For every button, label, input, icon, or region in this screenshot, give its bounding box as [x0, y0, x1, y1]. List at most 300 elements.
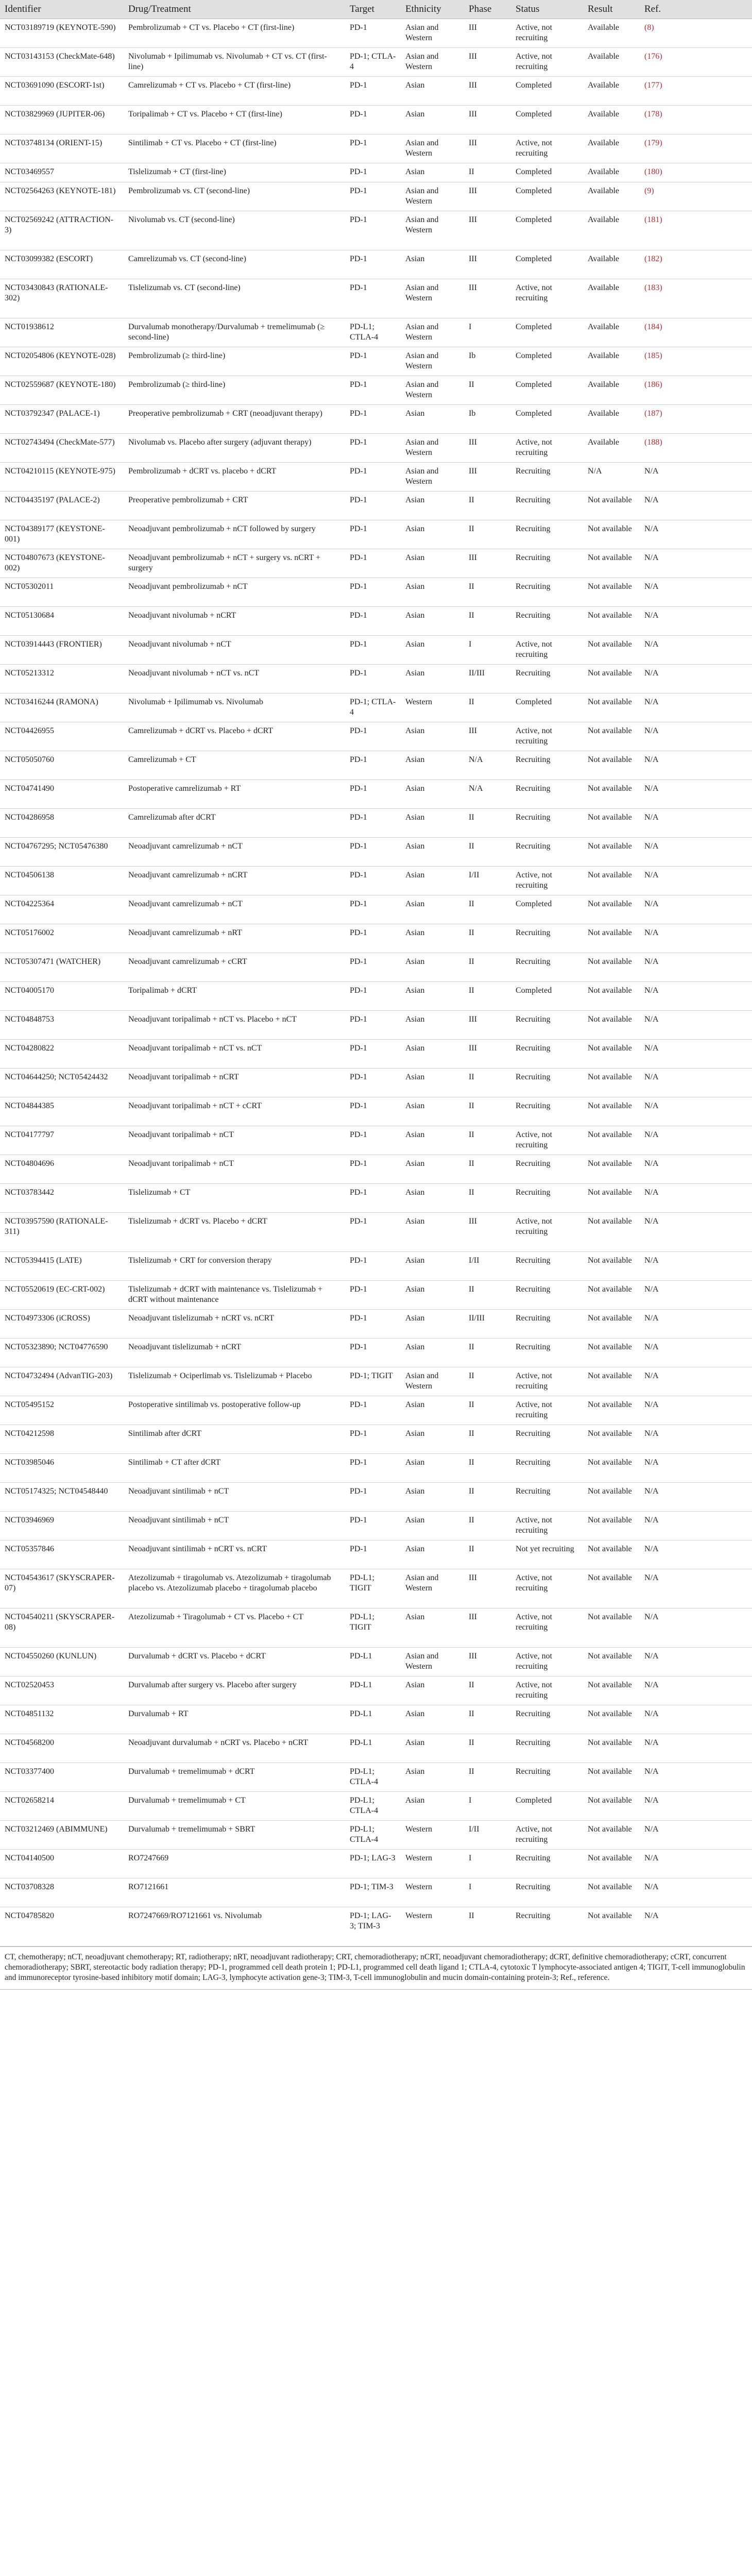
table-header [0, 0, 752, 19]
cell-phase: II [464, 1184, 511, 1213]
cell-phase: II [464, 924, 511, 953]
cell-status: Recruiting [511, 1850, 583, 1878]
reference-link[interactable]: (184) [640, 318, 752, 347]
cell-phase: II [464, 693, 511, 722]
cell-phase: II [464, 1763, 511, 1792]
cell-status: Recruiting [511, 1184, 583, 1213]
table-row [0, 867, 752, 895]
cell-ethnicity: Asian [401, 924, 464, 953]
cell-result: Not available [583, 809, 640, 838]
cell-status: Recruiting [511, 463, 583, 492]
cell-phase: III [464, 250, 511, 279]
cell-target: PD-1 [345, 1512, 401, 1540]
cell-status: Completed [511, 405, 583, 434]
cell-drug-treatment: Neoadjuvant camrelizumab + nRT [124, 924, 345, 953]
cell-identifier: NCT04973306 (iCROSS) [0, 1310, 124, 1338]
cell-phase: III [464, 77, 511, 106]
cell-drug-treatment: Neoadjuvant sintilimab + nCT [124, 1512, 345, 1540]
cell-phase: II [464, 1338, 511, 1367]
cell-ethnicity: Asian and Western [401, 279, 464, 318]
cell-phase: III [464, 722, 511, 751]
cell-identifier: NCT04644250; NCT05424432 [0, 1069, 124, 1097]
cell-status: Completed [511, 982, 583, 1011]
table-row [0, 809, 752, 838]
header-row [0, 0, 752, 19]
cell-status: Recruiting [511, 607, 583, 636]
cell-ref: N/A [640, 1821, 752, 1850]
cell-ref: N/A [640, 1540, 752, 1569]
cell-phase: I [464, 1850, 511, 1878]
cell-phase: I/II [464, 1821, 511, 1850]
cell-drug-treatment: Tislelizumab + dCRT with maintenance vs. Tislelizumab + dCRT without maintenance [124, 1281, 345, 1310]
cell-ethnicity: Asian [401, 665, 464, 693]
cell-status: Active, not recruiting [511, 1608, 583, 1648]
cell-identifier: NCT04426955 [0, 722, 124, 751]
cell-ref: N/A [640, 1512, 752, 1540]
cell-drug-treatment: Durvalumab + tremelimumab + CT [124, 1792, 345, 1821]
reference-link[interactable]: (8) [640, 19, 752, 48]
cell-identifier: NCT03792347 (PALACE-1) [0, 405, 124, 434]
cell-identifier: NCT02520453 [0, 1676, 124, 1705]
cell-ref: N/A [640, 1155, 752, 1184]
table-row [0, 463, 752, 492]
cell-drug-treatment: Nivolumab + Ipilimumab vs. Nivolumab + CT vs. CT (first-line) [124, 48, 345, 77]
table-row [0, 1821, 752, 1850]
cell-result: Available [583, 318, 640, 347]
cell-result: Available [583, 19, 640, 48]
cell-drug-treatment: Tislelizumab + Ociperlimab vs. Tislelizumab + Placebo [124, 1367, 345, 1396]
cell-identifier: NCT03946969 [0, 1512, 124, 1540]
cell-target: PD-1 [345, 722, 401, 751]
cell-result: Not available [583, 1483, 640, 1512]
cell-phase: II [464, 163, 511, 182]
cell-result: Not available [583, 953, 640, 982]
cell-target: PD-1; TIGIT [345, 1367, 401, 1396]
reference-link[interactable]: (182) [640, 250, 752, 279]
cell-status: Completed [511, 318, 583, 347]
cell-identifier: NCT04389177 (KEYSTONE-001) [0, 520, 124, 549]
cell-result: Not available [583, 722, 640, 751]
cell-phase: II [464, 1540, 511, 1569]
cell-ref: N/A [640, 1425, 752, 1454]
cell-ethnicity: Asian [401, 1040, 464, 1069]
cell-status: Completed [511, 182, 583, 211]
cell-ethnicity: Western [401, 1821, 464, 1850]
cell-status: Recruiting [511, 1907, 583, 1946]
reference-link[interactable]: (183) [640, 279, 752, 318]
cell-drug-treatment: Atezolizumab + Tiragolumab + CT vs. Placebo + CT [124, 1608, 345, 1648]
cell-ref: N/A [640, 1213, 752, 1252]
cell-drug-treatment: Neoadjuvant toripalimab + nCT [124, 1126, 345, 1155]
cell-drug-treatment: Neoadjuvant sintilimab + nCT [124, 1483, 345, 1512]
cell-status: Recruiting [511, 1483, 583, 1512]
cell-phase: III [464, 549, 511, 578]
cell-drug-treatment: Postoperative camrelizumab + RT [124, 780, 345, 809]
cell-phase: II [464, 953, 511, 982]
cell-drug-treatment: Durvalumab + tremelimumab + dCRT [124, 1763, 345, 1792]
cell-identifier: NCT04212598 [0, 1425, 124, 1454]
cell-ref: N/A [640, 1310, 752, 1338]
cell-status: Active, not recruiting [511, 1676, 583, 1705]
cell-ethnicity: Asian [401, 1676, 464, 1705]
cell-target: PD-1 [345, 1252, 401, 1281]
reference-link[interactable]: (188) [640, 434, 752, 463]
table-row [0, 1281, 752, 1310]
cell-ref: N/A [640, 1608, 752, 1648]
cell-result: Not available [583, 1569, 640, 1608]
cell-ethnicity: Asian [401, 1483, 464, 1512]
cell-ethnicity: Asian and Western [401, 376, 464, 405]
cell-identifier: NCT04225364 [0, 895, 124, 924]
cell-drug-treatment: Pembrolizumab (≥ third-line) [124, 376, 345, 405]
cell-target: PD-1 [345, 838, 401, 867]
table-row [0, 895, 752, 924]
cell-phase: II [464, 982, 511, 1011]
cell-status: Recruiting [511, 492, 583, 520]
cell-ref: N/A [640, 1367, 752, 1396]
cell-identifier: NCT04280822 [0, 1040, 124, 1069]
cell-ethnicity: Asian and Western [401, 318, 464, 347]
table-row [0, 1850, 752, 1878]
cell-ethnicity: Western [401, 1878, 464, 1907]
cell-ethnicity: Western [401, 1907, 464, 1946]
table-row [0, 1040, 752, 1069]
cell-phase: III [464, 1040, 511, 1069]
cell-ethnicity: Asian [401, 578, 464, 607]
cell-identifier: NCT05050760 [0, 751, 124, 780]
cell-ref: N/A [640, 1850, 752, 1878]
table-body [0, 19, 752, 1946]
cell-result: Not available [583, 1396, 640, 1425]
cell-phase: II [464, 1734, 511, 1763]
cell-ethnicity: Asian [401, 1252, 464, 1281]
cell-status: Completed [511, 693, 583, 722]
cell-identifier: NCT03957590 (RATIONALE-311) [0, 1213, 124, 1252]
cell-phase: III [464, 1569, 511, 1608]
cell-target: PD-1 [345, 106, 401, 134]
table-row [0, 1792, 752, 1821]
cell-identifier: NCT05323890; NCT04776590 [0, 1338, 124, 1367]
cell-ethnicity: Asian and Western [401, 1648, 464, 1676]
cell-ref: N/A [640, 1569, 752, 1608]
cell-identifier: NCT05302011 [0, 578, 124, 607]
cell-phase: III [464, 1213, 511, 1252]
cell-result: Not available [583, 1878, 640, 1907]
cell-identifier: NCT04506138 [0, 867, 124, 895]
table-row [0, 520, 752, 549]
cell-target: PD-1 [345, 1040, 401, 1069]
cell-status: Recruiting [511, 1155, 583, 1184]
cell-identifier: NCT03748134 (ORIENT-15) [0, 134, 124, 163]
table-row [0, 1907, 752, 1946]
cell-drug-treatment: Sintilimab + CT vs. Placebo + CT (first-line) [124, 134, 345, 163]
cell-ref: N/A [640, 693, 752, 722]
reference-link[interactable]: (179) [640, 134, 752, 163]
cell-ethnicity: Asian and Western [401, 48, 464, 77]
cell-result: Available [583, 347, 640, 376]
cell-status: Active, not recruiting [511, 1821, 583, 1850]
reference-link[interactable]: (186) [640, 376, 752, 405]
cell-status: Recruiting [511, 780, 583, 809]
table-row [0, 77, 752, 106]
cell-phase: I/II [464, 1252, 511, 1281]
cell-identifier: NCT04543617 (SKYSCRAPER-07) [0, 1569, 124, 1608]
cell-identifier: NCT02054806 (KEYNOTE-028) [0, 347, 124, 376]
reference-link[interactable]: (178) [640, 106, 752, 134]
cell-status: Recruiting [511, 1878, 583, 1907]
cell-drug-treatment: Toripalimab + dCRT [124, 982, 345, 1011]
cell-identifier: NCT03829969 (JUPITER-06) [0, 106, 124, 134]
cell-target: PD-1 [345, 578, 401, 607]
cell-target: PD-1 [345, 809, 401, 838]
cell-status: Active, not recruiting [511, 19, 583, 48]
cell-drug-treatment: Neoadjuvant nivolumab + nCT [124, 636, 345, 665]
cell-status: Completed [511, 106, 583, 134]
cell-phase: III [464, 1011, 511, 1040]
cell-status: Active, not recruiting [511, 134, 583, 163]
cell-identifier: NCT04848753 [0, 1011, 124, 1040]
table-row [0, 693, 752, 722]
reference-link[interactable]: (181) [640, 211, 752, 250]
header-drug-treatment: Drug/Treatment [124, 0, 345, 19]
cell-status: Recruiting [511, 1252, 583, 1281]
cell-drug-treatment: Nivolumab vs. CT (second-line) [124, 211, 345, 250]
table-row [0, 578, 752, 607]
cell-ethnicity: Asian [401, 809, 464, 838]
cell-drug-treatment: Nivolumab vs. Placebo after surgery (adjuvant therapy) [124, 434, 345, 463]
cell-result: Not available [583, 780, 640, 809]
cell-ref: N/A [640, 953, 752, 982]
cell-target: PD-1; LAG-3 [345, 1850, 401, 1878]
cell-target: PD-1 [345, 953, 401, 982]
table-row [0, 838, 752, 867]
cell-ref: N/A [640, 1126, 752, 1155]
cell-target: PD-1 [345, 780, 401, 809]
cell-drug-treatment: Durvalumab + RT [124, 1705, 345, 1734]
table-row [0, 163, 752, 182]
cell-status: Recruiting [511, 1069, 583, 1097]
cell-identifier: NCT03430843 (RATIONALE-302) [0, 279, 124, 318]
cell-identifier: NCT03212469 (ABIMMUNE) [0, 1821, 124, 1850]
cell-phase: II [464, 895, 511, 924]
cell-phase: II [464, 1705, 511, 1734]
cell-result: Not available [583, 1367, 640, 1396]
cell-target: PD-1 [345, 182, 401, 211]
cell-result: Not available [583, 1011, 640, 1040]
cell-ethnicity: Asian [401, 1126, 464, 1155]
cell-target: PD-L1 [345, 1734, 401, 1763]
table-row [0, 953, 752, 982]
cell-identifier: NCT05394415 (LATE) [0, 1252, 124, 1281]
cell-phase: III [464, 19, 511, 48]
cell-identifier: NCT04851132 [0, 1705, 124, 1734]
cell-status: Recruiting [511, 665, 583, 693]
table-row [0, 1126, 752, 1155]
cell-drug-treatment: Neoadjuvant camrelizumab + nCT [124, 895, 345, 924]
cell-phase: N/A [464, 780, 511, 809]
cell-ethnicity: Asian and Western [401, 19, 464, 48]
cell-drug-treatment: Neoadjuvant toripalimab + nCT + cCRT [124, 1097, 345, 1126]
cell-phase: I [464, 636, 511, 665]
cell-ethnicity: Asian [401, 1540, 464, 1569]
cell-ethnicity: Asian [401, 250, 464, 279]
table-row [0, 1097, 752, 1126]
cell-status: Recruiting [511, 1011, 583, 1040]
cell-target: PD-1; TIM-3 [345, 1878, 401, 1907]
cell-result: N/A [583, 463, 640, 492]
cell-result: Not available [583, 1454, 640, 1483]
cell-drug-treatment: Atezolizumab + tiragolumab vs. Atezolizumab + tiragolumab placebo vs. Atezolizumab placebo + tiragolumab placebo [124, 1569, 345, 1608]
cell-result: Not available [583, 1310, 640, 1338]
cell-result: Not available [583, 1792, 640, 1821]
cell-ethnicity: Asian [401, 636, 464, 665]
cell-ethnicity: Asian [401, 838, 464, 867]
cell-phase: II/III [464, 665, 511, 693]
reference-link[interactable]: (176) [640, 48, 752, 77]
cell-ref: N/A [640, 1907, 752, 1946]
cell-status: Recruiting [511, 1454, 583, 1483]
cell-ethnicity: Asian [401, 953, 464, 982]
cell-drug-treatment: Durvalumab + dCRT vs. Placebo + dCRT [124, 1648, 345, 1676]
cell-drug-treatment: Camrelizumab + CT vs. Placebo + CT (first-line) [124, 77, 345, 106]
cell-target: PD-1 [345, 1454, 401, 1483]
cell-ref: N/A [640, 1252, 752, 1281]
cell-ethnicity: Asian [401, 1454, 464, 1483]
cell-drug-treatment: Neoadjuvant durvalumab + nCRT vs. Placebo + nCRT [124, 1734, 345, 1763]
cell-ref: N/A [640, 1763, 752, 1792]
cell-ref: N/A [640, 1705, 752, 1734]
table-row [0, 1338, 752, 1367]
cell-target: PD-1 [345, 751, 401, 780]
table-row [0, 1734, 752, 1763]
cell-target: PD-1 [345, 347, 401, 376]
cell-result: Not available [583, 982, 640, 1011]
cell-ref: N/A [640, 578, 752, 607]
cell-status: Completed [511, 250, 583, 279]
cell-identifier: NCT04177797 [0, 1126, 124, 1155]
cell-target: PD-1; CTLA-4 [345, 693, 401, 722]
cell-status: Active, not recruiting [511, 636, 583, 665]
cell-status: Recruiting [511, 578, 583, 607]
reference-link[interactable]: (9) [640, 182, 752, 211]
cell-target: PD-1 [345, 867, 401, 895]
cell-target: PD-1 [345, 1155, 401, 1184]
cell-phase: III [464, 106, 511, 134]
cell-drug-treatment: Neoadjuvant camrelizumab + cCRT [124, 953, 345, 982]
cell-ethnicity: Asian [401, 1608, 464, 1648]
cell-ethnicity: Asian [401, 751, 464, 780]
reference-link[interactable]: (187) [640, 405, 752, 434]
cell-ethnicity: Asian [401, 1011, 464, 1040]
table-row [0, 1252, 752, 1281]
cell-phase: I [464, 1792, 511, 1821]
cell-result: Not available [583, 665, 640, 693]
cell-target: PD-1 [345, 549, 401, 578]
table-row [0, 1763, 752, 1792]
cell-identifier: NCT01938612 [0, 318, 124, 347]
table-row [0, 405, 752, 434]
cell-status: Completed [511, 895, 583, 924]
cell-identifier: NCT03783442 [0, 1184, 124, 1213]
cell-target: PD-1 [345, 1069, 401, 1097]
cell-ref: N/A [640, 1734, 752, 1763]
cell-phase: II [464, 1097, 511, 1126]
reference-link[interactable]: (185) [640, 347, 752, 376]
cell-result: Available [583, 77, 640, 106]
cell-drug-treatment: Pembrolizumab (≥ third-line) [124, 347, 345, 376]
cell-drug-treatment: Camrelizumab + dCRT vs. Placebo + dCRT [124, 722, 345, 751]
cell-identifier: NCT05495152 [0, 1396, 124, 1425]
cell-ref: N/A [640, 780, 752, 809]
cell-phase: II [464, 520, 511, 549]
cell-target: PD-1 [345, 211, 401, 250]
cell-status: Active, not recruiting [511, 1396, 583, 1425]
cell-status: Recruiting [511, 1310, 583, 1338]
cell-result: Not available [583, 1608, 640, 1648]
table-row [0, 751, 752, 780]
table-row [0, 19, 752, 48]
cell-phase: I/II [464, 867, 511, 895]
cell-drug-treatment: Tislelizumab + CRT for conversion therapy [124, 1252, 345, 1281]
cell-drug-treatment: Pembrolizumab + dCRT vs. placebo + dCRT [124, 463, 345, 492]
cell-phase: III [464, 463, 511, 492]
table-row [0, 1213, 752, 1252]
cell-ref: N/A [640, 1454, 752, 1483]
cell-identifier: NCT03189719 (KEYNOTE-590) [0, 19, 124, 48]
cell-drug-treatment: Neoadjuvant tislelizumab + nCRT [124, 1338, 345, 1367]
cell-ref: N/A [640, 1281, 752, 1310]
cell-ref: N/A [640, 1396, 752, 1425]
cell-ethnicity: Asian [401, 1396, 464, 1425]
cell-status: Recruiting [511, 1705, 583, 1734]
cell-status: Completed [511, 211, 583, 250]
cell-status: Active, not recruiting [511, 48, 583, 77]
cell-status: Recruiting [511, 1281, 583, 1310]
table-row [0, 1310, 752, 1338]
reference-link[interactable]: (177) [640, 77, 752, 106]
cell-ethnicity: Asian [401, 1097, 464, 1126]
cell-target: PD-1 [345, 405, 401, 434]
cell-target: PD-1 [345, 1097, 401, 1126]
cell-ref: N/A [640, 607, 752, 636]
cell-phase: II [464, 1281, 511, 1310]
cell-identifier: NCT02564263 (KEYNOTE-181) [0, 182, 124, 211]
cell-ethnicity: Asian [401, 895, 464, 924]
cell-target: PD-L1; TIGIT [345, 1608, 401, 1648]
cell-result: Not available [583, 1184, 640, 1213]
cell-phase: III [464, 182, 511, 211]
table-row [0, 1540, 752, 1569]
cell-ethnicity: Asian [401, 77, 464, 106]
cell-ethnicity: Asian [401, 1338, 464, 1367]
cell-drug-treatment: Neoadjuvant toripalimab + nCT vs. Placebo + nCT [124, 1011, 345, 1040]
cell-status: Recruiting [511, 549, 583, 578]
cell-result: Available [583, 211, 640, 250]
cell-ethnicity: Asian [401, 1184, 464, 1213]
cell-ethnicity: Western [401, 693, 464, 722]
table-row [0, 607, 752, 636]
cell-ethnicity: Asian [401, 1213, 464, 1252]
cell-ref: N/A [640, 809, 752, 838]
table-row [0, 347, 752, 376]
cell-drug-treatment: Sintilimab after dCRT [124, 1425, 345, 1454]
cell-result: Not available [583, 578, 640, 607]
cell-result: Not available [583, 693, 640, 722]
cell-identifier: NCT03099382 (ESCORT) [0, 250, 124, 279]
reference-link[interactable]: (180) [640, 163, 752, 182]
cell-identifier: NCT03914443 (FRONTIER) [0, 636, 124, 665]
cell-result: Not available [583, 1213, 640, 1252]
